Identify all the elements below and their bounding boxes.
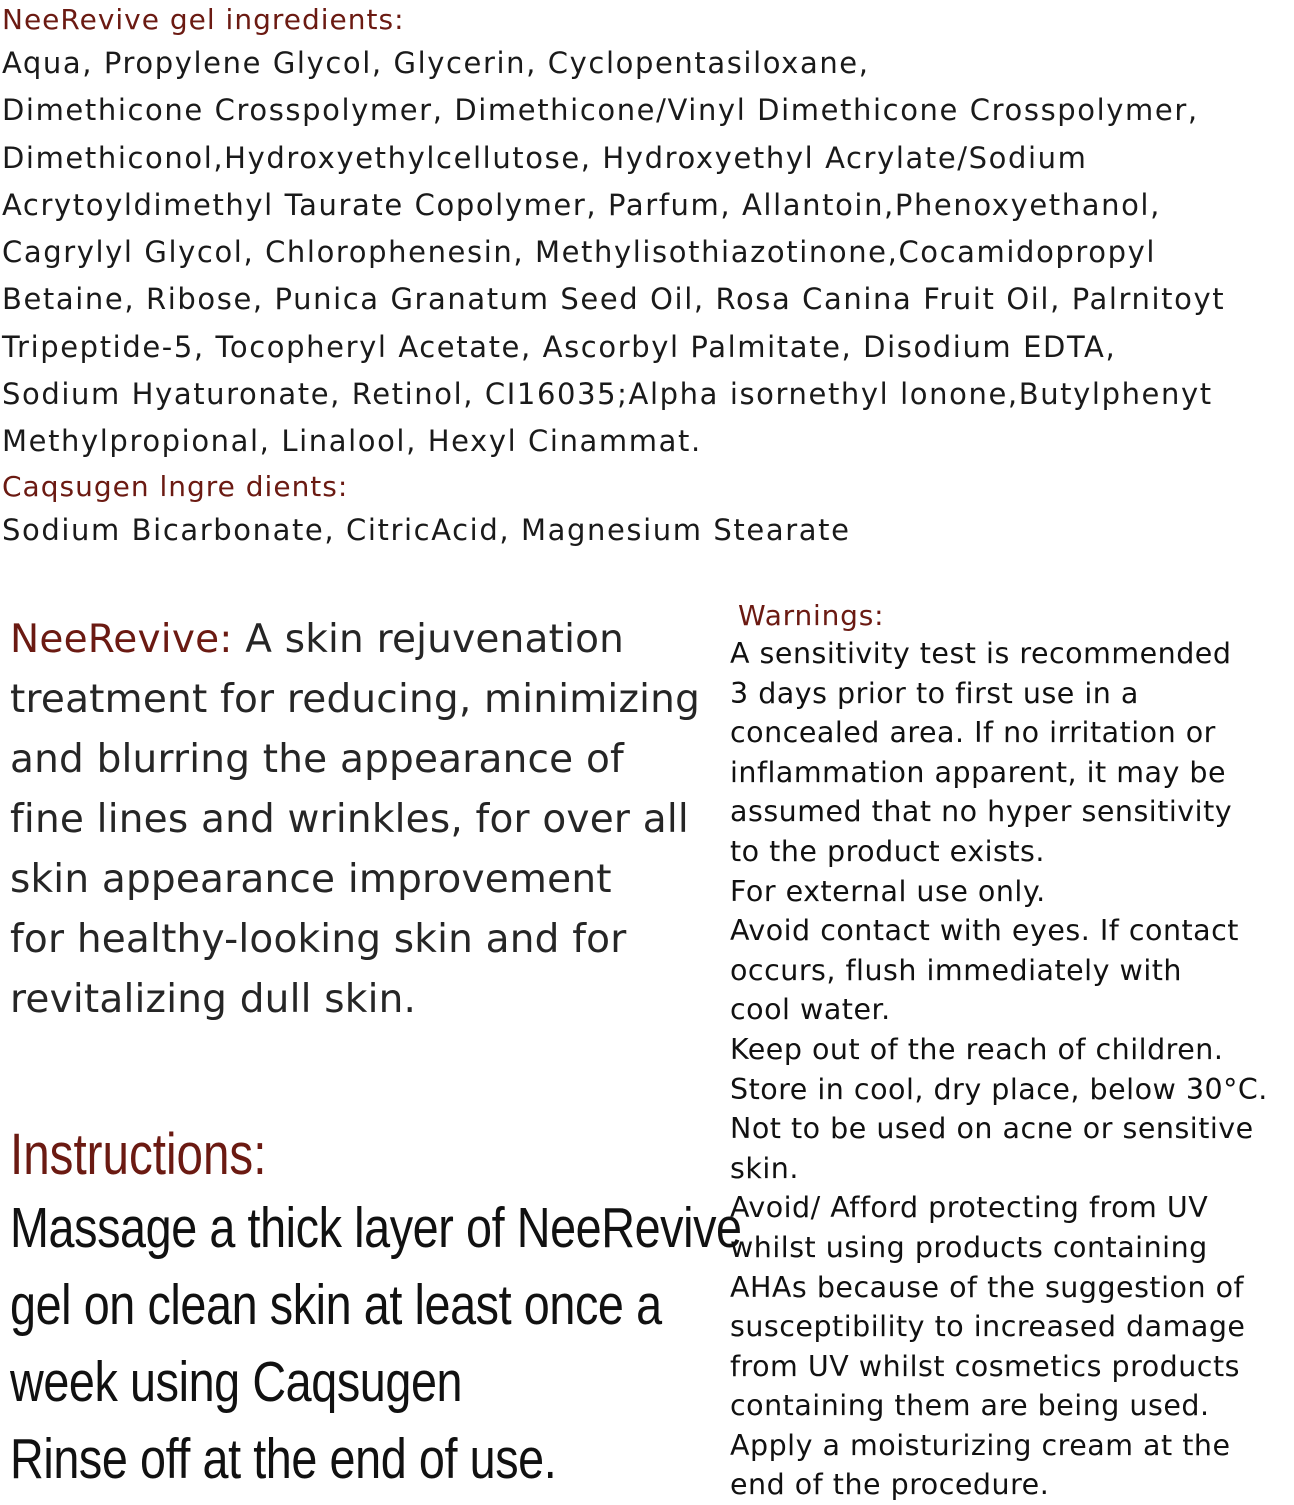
- ingredient-line: Dimethiconol,Hydroxyethylcellutose, Hydroxyethyl Acrylate/Sodium: [2, 140, 1088, 175]
- instruction-line: Rinse off at the end of use.: [10, 1427, 557, 1491]
- instructions-heading: Instructions:: [10, 1122, 267, 1187]
- description-line: skin appearance improvement: [10, 857, 612, 902]
- ingredient-line: Tripeptide-5, Tocopheryl Acetate, Ascorbyl Palmitate, Disodium EDTA,: [2, 329, 1117, 364]
- description-first-line: [10, 610, 710, 670]
- warnings-section: [730, 598, 1290, 1505]
- warning-line: inflammation apparent, it may be: [730, 755, 1227, 789]
- warning-line: assumed that no hyper sensitivity: [730, 795, 1233, 829]
- warning-line: Not to be used on acne or sensitive: [730, 1112, 1254, 1146]
- product-description: [10, 610, 710, 1030]
- description-line: and blurring the appearance of: [10, 737, 624, 782]
- warnings-heading: Warnings:: [738, 599, 885, 632]
- description-line: treatment for reducing, minimizing: [10, 677, 701, 722]
- ingredient-line: Cagrylyl Glycol, Chlorophenesin, Methylisothiazotinone,Cocamidopropyl: [2, 235, 1157, 270]
- warning-line: Store in cool, dry place, below 30°C.: [730, 1072, 1268, 1106]
- warning-line: Apply a moisturizing cream at the: [730, 1428, 1231, 1462]
- description-intro: A skin rejuvenation: [232, 617, 625, 662]
- description-section: [10, 610, 710, 1030]
- ingredients-section: [2, 0, 1292, 554]
- warning-line: AHAs because of the suggestion of: [730, 1270, 1245, 1304]
- instruction-line: week using Caqsugen: [10, 1350, 463, 1414]
- description-lines: [10, 670, 710, 1030]
- caqsugen-ingredients-heading: Caqsugen lngre dients:: [2, 469, 349, 503]
- warning-line: Avoid/ Afford protecting from UV: [730, 1191, 1209, 1225]
- ingredient-line: Aqua, Propylene Glycol, Glycerin, Cyclopentasiloxane,: [2, 46, 870, 80]
- ingredient-line: Sodium Hyaturonate, Retinol, CI16035;Alpha isornethyl lonone,Butylphenyt: [2, 377, 1213, 412]
- warning-line: to the product exists.: [730, 834, 1045, 868]
- warning-line: concealed area. If no irritation or: [730, 716, 1216, 750]
- gel-ingredients-heading: NeeRevive gel ingredients:: [2, 3, 405, 36]
- description-line: for healthy-looking skin and for: [10, 917, 627, 962]
- warning-line: cool water.: [730, 993, 891, 1027]
- warning-line: susceptibility to increased damage: [730, 1310, 1246, 1344]
- description-line: revitalizing dull skin.: [10, 977, 417, 1022]
- ingredient-line: Dimethicone Crosspolymer, Dimethicone/Vinyl Dimethicone Crosspolymer,: [2, 93, 1199, 128]
- warnings-lines: [730, 634, 1290, 1505]
- gel-ingredients-list: [2, 40, 1292, 466]
- warning-line: 3 days prior to first use in a: [730, 676, 1139, 710]
- ingredient-line: Sodium Bicarbonate, CitricAcid, Magnesium Stearate: [2, 512, 851, 547]
- warning-line: from UV whilst cosmetics products: [730, 1349, 1240, 1383]
- warning-line: occurs, flush immediately with: [730, 953, 1182, 987]
- ingredient-line: Betaine, Ribose, Punica Granatum Seed Oil, Rosa Canina Fruit Oil, Palrnitoyt: [2, 282, 1226, 317]
- caqsugen-ingredients-list: [2, 507, 1292, 554]
- warning-line: Keep out of the reach of children.: [730, 1032, 1224, 1066]
- description-line: fine lines and wrinkles, for over all: [10, 797, 689, 842]
- instruction-line: Massage a thick layer of NeeRevive: [10, 1196, 742, 1260]
- ingredient-line: Methylpropional, Linalool, Hexyl Cinammat.: [2, 424, 702, 459]
- instructions-section: [10, 1120, 742, 1498]
- warning-line: end of the procedure.: [730, 1468, 1050, 1502]
- instructions-lines: [10, 1190, 742, 1498]
- warning-line: For external use only.: [730, 874, 1046, 908]
- warning-line: whilst using products containing: [730, 1230, 1208, 1264]
- product-name: NeeRevive:: [10, 617, 233, 662]
- instruction-line: gel on clean skin at least once a: [10, 1273, 662, 1337]
- warning-line: A sensitivity test is recommended: [730, 637, 1232, 670]
- warning-line: containing them are being used.: [730, 1389, 1210, 1423]
- warning-line: skin.: [730, 1151, 799, 1185]
- ingredient-line: Acrytoyldimethyl Taurate Copolymer, Parfum, Allantoin,Phenoxyethanol,: [2, 187, 1161, 222]
- warning-line: Avoid contact with eyes. If contact: [730, 914, 1239, 948]
